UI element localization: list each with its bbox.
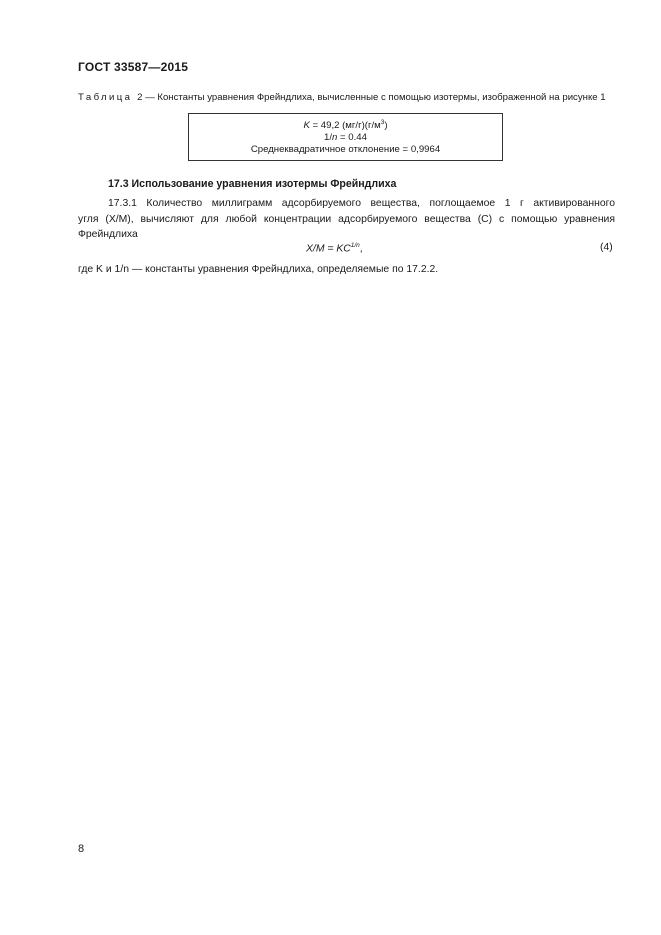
k-close: ) [384, 120, 388, 132]
section-heading: 17.3 Использование уравнения изотермы Фрейндлиха [108, 178, 397, 190]
k-value: = 49,2 (мг/г)(г/м [309, 120, 381, 132]
k-exponent: 3 [380, 119, 385, 126]
n-symbol: n [332, 132, 338, 143]
page-number: 8 [78, 843, 85, 855]
freundlich-equation [306, 242, 363, 254]
paragraph-line: Фрейндлиха [78, 229, 138, 240]
n-prefix: 1/ [324, 132, 333, 143]
n-value: = 0.44 [337, 132, 367, 143]
table-caption-text: 2 — Константы уравнения Фрейндлиха, вычисленные с помощью изотермы, изображенной на рисунке 1 [137, 92, 606, 103]
paragraph-17-3-1 [78, 196, 615, 243]
paragraph-line: угля (X/M), вычисляют для любой концентрации адсорбируемого вещества (C) с помощью уравнения [78, 213, 615, 225]
equation-trailing: , [359, 243, 363, 255]
table-caption-word: Таблица [78, 92, 133, 103]
paragraph-line: 17.3.1 Количество миллиграмм адсорбируемого вещества, поглощаемое 1 г активированного [108, 198, 615, 209]
equation-number: (4) [600, 242, 613, 253]
table-caption [78, 92, 606, 103]
document-code: ГОСТ 33587—2015 [78, 60, 189, 74]
k-constant-row [189, 119, 502, 131]
definition-text: где K и 1/n — константы уравнения Фрейндлиха, определяемые по 17.2.2. [78, 264, 439, 275]
equation-main: X/M = KC [306, 243, 351, 255]
rmse-row: Среднеквадратичное отклонение = 0,9964 [250, 144, 441, 155]
equation-exponent: 1/n [350, 242, 360, 249]
k-symbol: K [303, 120, 310, 132]
n-constant-row [189, 132, 502, 143]
constants-table [188, 113, 503, 161]
